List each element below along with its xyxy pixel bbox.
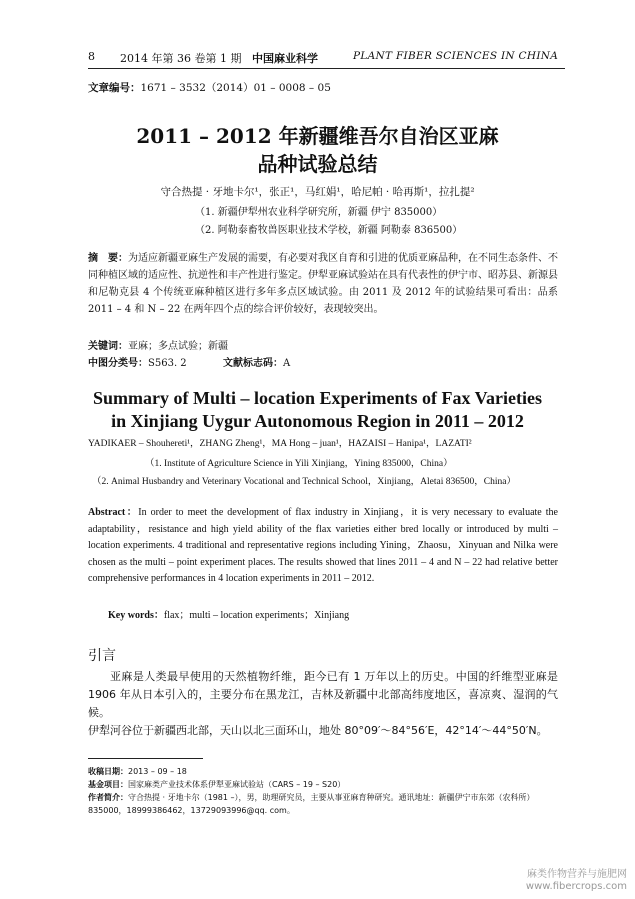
- running-header: [88, 48, 565, 68]
- title-en-line2: in Xinjiang Uygur Autonomous Region in 2011 – 2012: [111, 411, 524, 431]
- classification-cn: 中图分类号：S563. 2 文献标志码：A: [88, 358, 291, 369]
- abstract-en: [88, 505, 558, 588]
- affiliation-en-2: （2. Animal Husbandry and Veterinary Vocational and Technical School，Xinjiang，Aletai 836500，China）: [92, 477, 516, 487]
- watermark: 麻类作物营养与施肥网 www.fibercrops.com: [525, 869, 627, 892]
- body-paragraph-1: 亚麻是人类最早使用的天然植物纤维，距今已有 1 万年以上的历史。中国的纤维型亚麻是 1906 年从日本引入的，主要分布在黑龙江，吉林及新疆中北部高纬度地区，喜凉爽、湿润的气候。: [88, 670, 558, 719]
- header-rule: [88, 68, 565, 69]
- title-cn-line1: 2011 – 2012 年新疆维吾尔自治区亚麻: [136, 124, 499, 148]
- abstract-cn-text: 为适应新疆亚麻生产发展的需要，有必要对我区自育和引进的优质亚麻品种，在不同生态条件、不同种植区域的适应性、抗逆性和丰产性进行鉴定。伊犁亚麻试验站在具有代表性的伊宁市、昭苏县、新源县和尼勒克县 4 个传统亚麻种植区进行多年多点区域试验。由 2011 及 2012 年的试验结果可看出：品系 2011 – 4 和 N – 22 在两年四个点的综合评价较好，表现较突出。: [88, 253, 558, 315]
- affiliation-cn-1: （1. 新疆伊犁州农业科学研究所，新疆 伊宁 835000）: [195, 207, 443, 218]
- affiliation-cn-2: （2. 阿勒泰畜牧兽医职业技术学校，新疆 阿勒泰 836500）: [195, 225, 463, 236]
- keywords-en: Key words：flax；multi – location experiments；Xinjiang: [108, 610, 350, 621]
- abstract-en-text: In order to meet the development of flax industry in Xinjiang，it is very necessary to evaluate the adaptability，resistance and high yield ability of the flax varieties either bred locally or introduced by multi – location experiments. 4 traditional and representative regions including Yining，Zhaosu，Xinyuan and Nilka were chosen as the multi – point experiment places. The results showed that lines 2011 – 4 and N – 22 had relative better comprehensive performances in 4 location experiments in 2011 – 2012.: [88, 507, 558, 584]
- journal-name-cn: 中国麻业科学: [252, 52, 318, 65]
- footnote-author-bio: 作者简介：守合热提 · 牙地卡尔（1981 –），男，助理研究员，主要从事亚麻育种研究。通讯地址：新疆伊宁市东郊（农科所）835000，18999386462，13729093996@qq. com。: [88, 793, 535, 815]
- abstract-cn-label: 摘 要：: [88, 253, 128, 264]
- keywords-cn: 关键词：亚麻；多点试验；新疆: [88, 341, 228, 352]
- journal-name-en: PLANT FIBER SCIENCES IN CHINA: [353, 50, 559, 62]
- affiliation-en-1: （1. Institute of Agriculture Science in Yili Xinjiang，Yining 835000，China）: [145, 459, 453, 469]
- title-cn-line2: 品种试验总结: [257, 152, 378, 176]
- footnote-received: 收稿日期：2013 – 09 – 18: [88, 767, 187, 776]
- body-paragraph-2: 伊犁河谷位于新疆西北部，天山以北三面环山，地处 80°09′～84°56′E，42°14′～44°50′N。: [88, 724, 548, 737]
- authors-en: YADIKAER – Shouhereti¹，ZHANG Zheng¹，MA Hong – juan¹，HAZAISI – Hanipa¹，LAZATI²: [88, 439, 472, 449]
- authors-cn: 守合热提 · 牙地卡尔¹，张正¹，马红娟¹，哈尼帕 · 哈再斯¹，拉扎提²: [160, 186, 475, 198]
- article-number: 文章编号：1671 – 3532（2014）01 – 0008 – 05: [88, 82, 331, 94]
- footnote-funding: 基金项目：国家麻类产业技术体系伊犁亚麻试验站（CARS – 19 – S20）: [88, 780, 346, 789]
- title-en-line1: Summary of Multi – location Experiments of Fax Varieties: [93, 388, 542, 408]
- section-title: 引言: [88, 648, 116, 664]
- page-number: 8: [88, 50, 95, 63]
- abstract-cn: [88, 250, 558, 318]
- footnote-rule: [88, 758, 203, 759]
- abstract-en-label: Abstract：: [88, 507, 139, 518]
- journal-issue: 2014 年第 36 卷第 1 期: [120, 52, 242, 65]
